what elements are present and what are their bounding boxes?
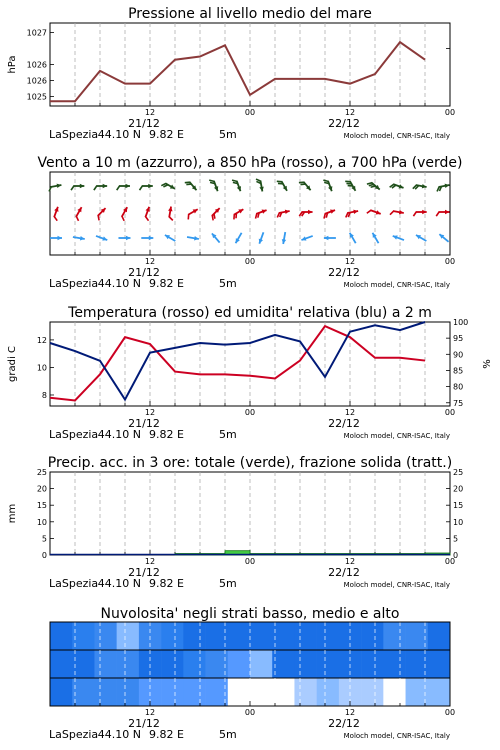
wind-head — [125, 184, 129, 189]
x-tick-label: 12 — [144, 257, 156, 266]
wind-barb — [346, 213, 348, 218]
y-tick-label: 10 — [36, 517, 47, 527]
y-tick-label-right: 95 — [453, 334, 464, 344]
wind-head — [80, 184, 85, 189]
pressure-line — [50, 42, 425, 101]
wind-arrow-10m — [350, 233, 356, 243]
y-tick-label-right: 80 — [453, 382, 464, 392]
wind-arrow-10m — [141, 236, 153, 241]
wind-barb — [367, 210, 371, 213]
y-tick-label-right: 90 — [453, 350, 464, 360]
location-name: LaSpezia — [49, 728, 99, 741]
cloud-cell-medio — [117, 650, 140, 678]
model-credit: Moloch model, CNR-ISAC, Italy — [343, 281, 450, 289]
y-axis-label: mm — [7, 503, 18, 524]
y-tick-label-right: 75 — [453, 398, 464, 408]
x-tick-label: 12 — [144, 708, 156, 717]
cloud-cell-alto — [294, 622, 317, 650]
wind-arrow-700hPa — [94, 184, 107, 190]
wind-arrow-700hPa — [161, 183, 175, 189]
wind-arrow-10m — [259, 232, 264, 243]
chart-title-4: Precip. acc. in 3 ore: totale (verde), frazione solida (tratt.) — [47, 455, 453, 471]
y-tick-label-right: 15 — [453, 501, 464, 511]
x-tick-label: 12 — [344, 257, 356, 266]
cloud-cell-basso — [117, 678, 140, 706]
wind-arrow-850hPa — [277, 210, 289, 218]
date-label: 21/12 — [128, 266, 160, 279]
y-tick-label: 0 — [41, 551, 47, 560]
wind-barb — [146, 217, 149, 221]
cloud-cell-alto — [228, 622, 251, 650]
y-tick-label-right: 20 — [453, 484, 464, 494]
wind-barb — [413, 212, 416, 216]
wind-head — [149, 236, 154, 241]
cloud-cell-alto — [272, 622, 295, 650]
wind-arrow-700hPa — [71, 184, 84, 190]
x-tick-label: 12 — [344, 408, 356, 417]
cloud-cell-basso — [161, 678, 184, 706]
wind-arrow-700hPa — [49, 184, 61, 192]
y-axis-label-right: % — [482, 359, 493, 369]
x-tick-label: 12 — [144, 557, 156, 566]
cloud-cell-alto — [383, 622, 406, 650]
wind-barb — [49, 187, 51, 192]
wind-arrow-700hPa — [277, 181, 287, 191]
location-lon: 9.82 E — [149, 577, 184, 590]
location-lon: 9.82 E — [149, 277, 184, 290]
wind-arrow-700hPa — [367, 182, 380, 189]
date-label: 22/12 — [328, 117, 360, 130]
wind-arrow-10m — [439, 234, 448, 242]
chart-title-5: Nuvolosita' negli strati basso, medio e alto — [100, 606, 400, 622]
date-label: 22/12 — [328, 266, 360, 279]
date-label: 21/12 — [128, 717, 160, 730]
wind-arrow-850hPa — [324, 210, 335, 219]
cloud-cell-medio — [428, 650, 451, 678]
wind-arrow-10m — [96, 236, 107, 241]
wind-arrow-10m — [324, 236, 336, 241]
wind-head — [58, 236, 63, 241]
chart-title-3: Temperatura (rosso) ed umidita' relativa (blu) a 2 m — [68, 305, 432, 321]
y-tick-label: 8 — [41, 390, 47, 400]
y-tick-label-right: 5 — [453, 534, 459, 544]
location-name: LaSpezia — [49, 277, 99, 290]
wind-arrow-700hPa — [256, 179, 264, 191]
y-tick-label: 10 — [36, 363, 47, 373]
location-lon: 9.82 E — [149, 428, 184, 441]
location-elev: 5m — [219, 128, 237, 141]
wind-barb — [369, 184, 374, 185]
x-tick-label: 12 — [144, 408, 156, 417]
wind-barb — [323, 180, 328, 181]
model-credit: Moloch model, CNR-ISAC, Italy — [343, 732, 450, 740]
cloud-cell-alto — [250, 622, 273, 650]
wind-barb — [122, 216, 124, 221]
location-lat: 44.10 N — [97, 728, 141, 741]
cloud-cell-alto — [361, 622, 384, 650]
location-lat: 44.10 N — [97, 577, 141, 590]
wind-barb — [232, 180, 237, 181]
wind-barb — [277, 213, 279, 218]
wind-arrow-850hPa — [367, 210, 381, 214]
cloud-cell-medio — [183, 650, 206, 678]
cloud-cell-basso — [183, 678, 206, 706]
wind-barb — [71, 186, 74, 190]
x-tick-label: 00 — [244, 708, 256, 717]
y-tick-label: 15 — [36, 501, 47, 511]
wind-arrow-850hPa — [234, 209, 244, 219]
y-tick-label: 5 — [41, 534, 47, 544]
cloud-cell-medio — [50, 650, 73, 678]
wind-arrow-10m — [50, 236, 62, 241]
wind-barb — [437, 187, 439, 192]
cloud-cell-basso — [250, 678, 273, 706]
cloud-cell-basso — [383, 678, 406, 706]
wind-barb — [256, 179, 261, 181]
location-lat: 44.10 N — [97, 428, 141, 441]
model-credit: Moloch model, CNR-ISAC, Italy — [343, 432, 450, 440]
x-tick-label: 12 — [344, 708, 356, 717]
cloud-cell-medio — [272, 650, 295, 678]
x-tick-label: 00 — [444, 108, 456, 117]
cloud-cell-alto — [183, 622, 206, 650]
cloud-cell-medio — [228, 650, 251, 678]
wind-arrow-10m — [118, 236, 130, 241]
x-tick-label: 12 — [344, 108, 356, 117]
wind-barb — [140, 186, 143, 190]
location-name: LaSpezia — [49, 128, 99, 141]
y-tick-label-right: 10 — [453, 517, 464, 527]
cloud-cell-basso — [50, 678, 73, 706]
wind-arrow-850hPa — [76, 207, 82, 221]
location-lon: 9.82 E — [149, 728, 184, 741]
y-tick-label: 1026 — [26, 60, 47, 70]
x-tick-label: 00 — [244, 257, 256, 266]
location-lon: 9.82 E — [149, 128, 184, 141]
wind-barb — [256, 214, 257, 219]
cloud-cell-medio — [294, 650, 317, 678]
location-elev: 5m — [219, 728, 237, 741]
wind-barb — [390, 211, 393, 215]
wind-arrow-700hPa — [209, 180, 218, 191]
wind-barb — [76, 216, 78, 221]
cloud-cell-alto — [94, 622, 117, 650]
wind-barb — [209, 180, 214, 181]
wind-barb — [94, 186, 97, 190]
wind-arrow-10m — [373, 233, 379, 243]
wind-head — [422, 210, 427, 215]
wind-arrow-850hPa — [436, 210, 449, 216]
wind-arrow-850hPa — [212, 208, 220, 220]
y-tick-label: 1025 — [26, 92, 47, 102]
x-tick-label: 00 — [444, 408, 456, 417]
wind-barb — [169, 217, 173, 220]
y-tick-label-right: 85 — [453, 366, 464, 376]
wind-arrow-700hPa — [390, 184, 404, 188]
wind-head — [308, 210, 313, 215]
wind-arrow-850hPa — [346, 210, 358, 218]
cloud-cell-alto — [50, 622, 73, 650]
cloud-cell-alto — [72, 622, 95, 650]
cloud-cell-medio — [383, 650, 406, 678]
wind-arrow-850hPa — [188, 209, 198, 219]
y-tick-label: 1026 — [26, 76, 47, 86]
x-tick-label: 00 — [244, 108, 256, 117]
cloud-cell-basso — [294, 678, 317, 706]
location-elev: 5m — [219, 577, 237, 590]
x-tick-label: 00 — [244, 408, 256, 417]
y-axis-label: gradi C — [7, 346, 18, 382]
wind-head — [126, 236, 130, 241]
wind-arrow-10m — [301, 236, 312, 241]
location-name: LaSpezia — [49, 428, 99, 441]
date-label: 21/12 — [128, 417, 160, 430]
cloud-cell-medio — [361, 650, 384, 678]
wind-barb — [367, 183, 372, 184]
cloud-cell-medio — [317, 650, 340, 678]
wind-arrow-10m — [187, 236, 199, 240]
model-credit: Moloch model, CNR-ISAC, Italy — [343, 581, 450, 589]
wind-arrow-10m — [236, 233, 242, 243]
wind-arrow-700hPa — [299, 182, 311, 190]
wind-arrow-10m — [165, 235, 175, 241]
y-axis-label: hPa — [7, 55, 18, 74]
cloud-cell-basso — [72, 678, 95, 706]
cloud-cell-basso — [228, 678, 251, 706]
chart-title-1: Pressione al livello medio del mare — [128, 6, 372, 22]
wind-arrow-10m — [393, 235, 404, 240]
wind-head — [103, 184, 108, 189]
y-tick-label: 20 — [36, 484, 47, 494]
wind-arrow-700hPa — [185, 182, 197, 190]
date-label: 22/12 — [328, 417, 360, 430]
y-tick-label-right: 25 — [453, 468, 464, 477]
wind-barb — [212, 216, 213, 221]
wind-arrow-850hPa — [145, 207, 149, 221]
wind-arrow-850hPa — [256, 210, 267, 219]
wind-arrow-850hPa — [168, 207, 173, 221]
wind-barb — [436, 212, 439, 216]
wind-arrow-10m — [282, 232, 286, 244]
location-elev: 5m — [219, 277, 237, 290]
location-name: LaSpezia — [49, 577, 99, 590]
wind-arrow-850hPa — [390, 210, 404, 215]
wind-arrow-700hPa — [413, 184, 427, 189]
wind-head — [445, 210, 450, 215]
date-label: 21/12 — [128, 566, 160, 579]
wind-arrow-700hPa — [437, 184, 449, 192]
cloud-cell-basso — [361, 678, 384, 706]
chart-title-2: Vento a 10 m (azzurro), a 850 hPa (rosso), a 700 hPa (verde) — [37, 155, 463, 171]
date-label: 22/12 — [328, 717, 360, 730]
temperature-line — [50, 326, 425, 400]
cloud-cell-alto — [317, 622, 340, 650]
y-tick-label-right: 100 — [453, 318, 469, 327]
wind-arrow-850hPa — [98, 208, 106, 220]
model-credit: Moloch model, CNR-ISAC, Italy — [343, 132, 450, 140]
wind-barb — [214, 214, 215, 219]
wind-arrow-700hPa — [140, 184, 153, 190]
date-label: 22/12 — [328, 566, 360, 579]
location-lat: 44.10 N — [97, 128, 141, 141]
y-tick-label: 12 — [36, 335, 47, 345]
cloud-cell-medio — [161, 650, 184, 678]
wind-head — [324, 236, 329, 241]
wind-head — [148, 184, 153, 189]
cloud-cell-alto — [161, 622, 184, 650]
x-tick-label: 12 — [344, 557, 356, 566]
y-tick-label-right: 0 — [453, 551, 459, 560]
wind-barb — [98, 216, 99, 221]
cloud-cell-alto — [428, 622, 451, 650]
y-tick-label: 25 — [36, 468, 47, 477]
wind-barb — [54, 217, 57, 221]
cloud-cell-medio — [250, 650, 273, 678]
x-tick-label: 00 — [244, 557, 256, 566]
cloud-cell-basso — [317, 678, 340, 706]
wind-arrow-850hPa — [54, 207, 58, 221]
wind-arrow-850hPa — [122, 207, 128, 221]
cloud-cell-basso — [94, 678, 117, 706]
wind-barb — [117, 186, 120, 190]
cloud-cell-basso — [428, 678, 451, 706]
cloud-cell-medio — [72, 650, 95, 678]
x-tick-label: 12 — [144, 108, 156, 117]
cloud-cell-alto — [117, 622, 140, 650]
date-label: 21/12 — [128, 117, 160, 130]
y-tick-label: 1027 — [26, 28, 47, 38]
x-tick-label: 00 — [444, 257, 456, 266]
x-tick-label: 00 — [444, 708, 456, 717]
wind-arrow-10m — [212, 233, 220, 242]
humidity-line — [50, 322, 425, 400]
wind-arrow-700hPa — [117, 184, 130, 190]
wind-arrow-700hPa — [232, 180, 241, 191]
cloud-cell-medio — [94, 650, 117, 678]
location-elev: 5m — [219, 428, 237, 441]
wind-arrow-850hPa — [299, 210, 312, 216]
location-lat: 44.10 N — [97, 277, 141, 290]
x-tick-label: 00 — [444, 557, 456, 566]
cloud-cell-basso — [272, 678, 295, 706]
